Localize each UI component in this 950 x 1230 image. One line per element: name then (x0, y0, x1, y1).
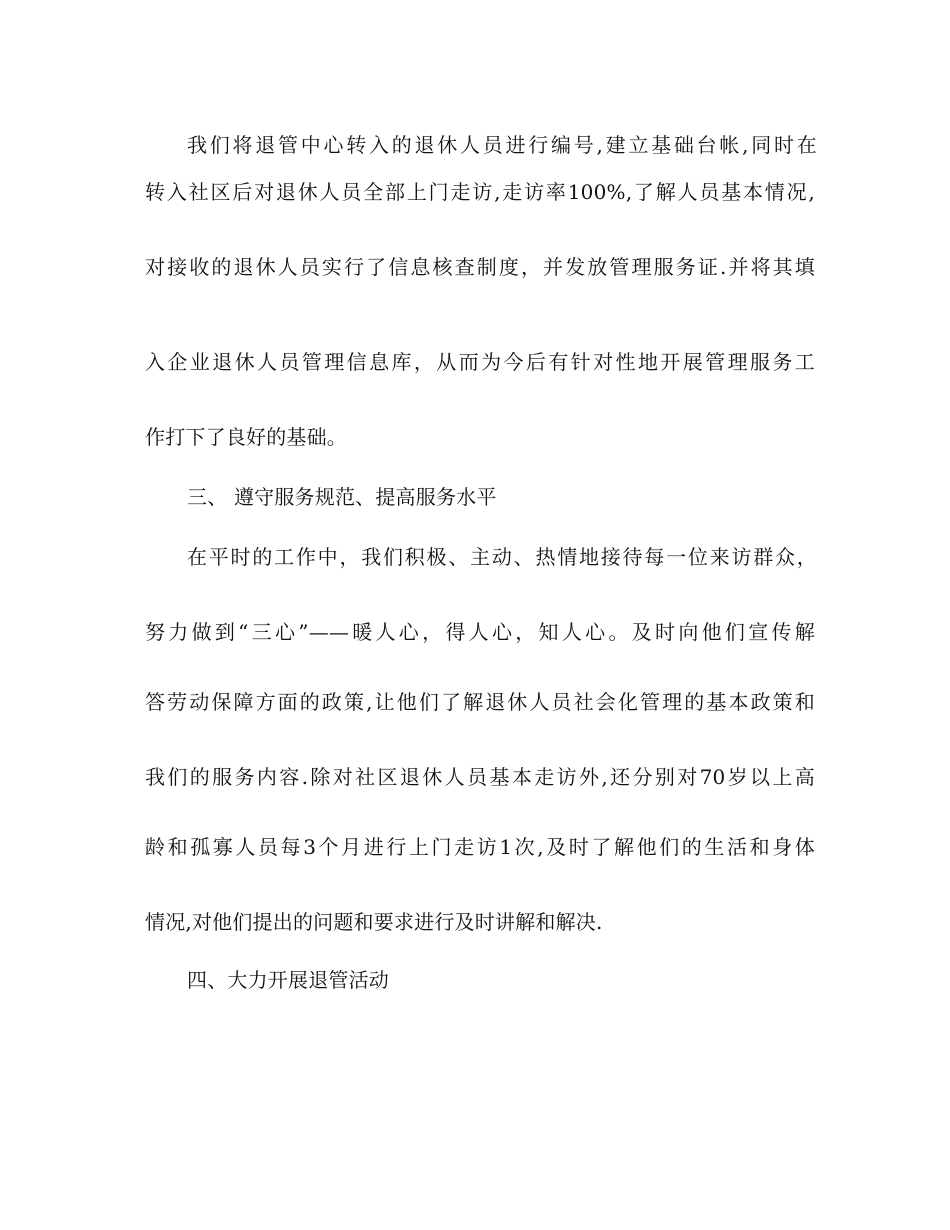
paragraph-1-line-2: 转入社区后对退休人员全部上门走访,走访率100%,了解人员基本情况, (145, 180, 815, 204)
paragraph-2-line-1: 在平时的工作中，我们积极、主动、热情地接待每一位来访群众， (187, 545, 817, 569)
paragraph-2-line-3: 答劳动保障方面的政策,让他们了解退休人员社会化管理的基本政策和 (145, 690, 815, 714)
paragraph-2-line-4: 我们的服务内容.除对社区退休人员基本走访外,还分别对70岁以上高 (145, 765, 815, 789)
paragraph-1-line-3: 对接收的退休人员实行了信息核查制度，并发放管理服务证.并将其填 (145, 255, 815, 279)
paragraph-2-line-2: 努力做到“三心”——暖人心，得人心，知人心。及时向他们宣传解 (145, 620, 815, 644)
section-heading-3: 三、 遵守服务规范、提高服务水平 (187, 485, 497, 509)
paragraph-2-line-5: 龄和孤寡人员每3个月进行上门走访1次,及时了解他们的生活和身体 (145, 835, 815, 859)
paragraph-2-line-6: 情况,对他们提出的问题和要求进行及时讲解和解决. (145, 910, 603, 934)
paragraph-1-line-5: 作打下了良好的基础。 (145, 425, 347, 449)
section-heading-4: 四、大力开展退管活动 (187, 968, 389, 992)
paragraph-1-line-1: 我们将退管中心转入的退休人员进行编号,建立基础台帐,同时在 (187, 133, 817, 157)
paragraph-1-line-4: 入企业退休人员管理信息库，从而为今后有针对性地开展管理服务工 (145, 350, 815, 374)
